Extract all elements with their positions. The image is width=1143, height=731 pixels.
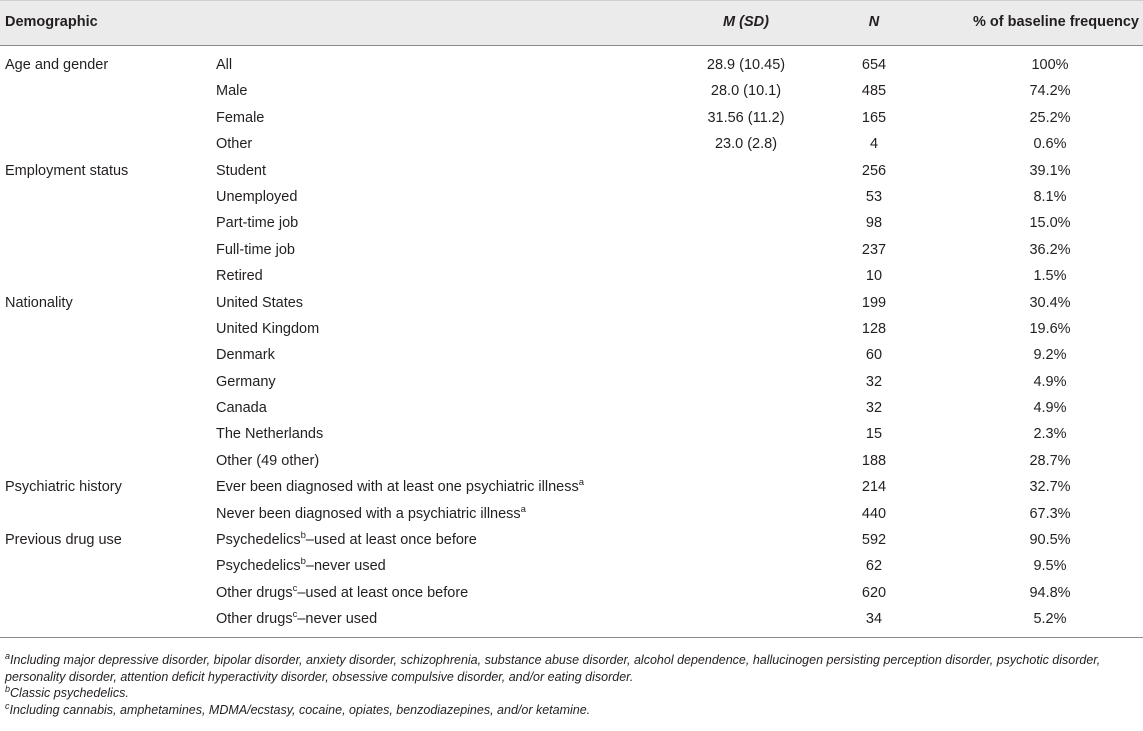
row-n: 62 <box>865 558 883 575</box>
footnote-marker: b <box>300 530 306 542</box>
row-item-text: Other <box>216 136 253 153</box>
row-percent: 0.6% <box>1033 136 1067 153</box>
row-percent: 39.1% <box>1029 162 1071 179</box>
row-item-suffix: –never used <box>305 558 386 575</box>
row-item-text: Denmark <box>216 347 275 364</box>
row-percent: 8.1% <box>1033 188 1067 205</box>
row-item-label <box>216 532 477 548</box>
table-body <box>0 54 1143 635</box>
table-bottom-rule <box>0 637 1143 638</box>
row-mean-sd: 28.0 (10.1) <box>710 83 782 100</box>
row-percent: 1.5% <box>1033 268 1067 285</box>
table-row <box>0 212 1143 238</box>
row-percent: 28.7% <box>1029 452 1071 469</box>
table-row <box>0 318 1143 344</box>
footnote-mark: b <box>5 683 11 694</box>
row-item-text: Female <box>216 109 265 126</box>
row-percent: 9.2% <box>1033 347 1067 364</box>
row-item-label <box>216 426 323 442</box>
row-n: 128 <box>861 320 887 337</box>
row-n: 53 <box>865 188 883 205</box>
row-n: 10 <box>865 268 883 285</box>
row-percent: 36.2% <box>1029 241 1071 258</box>
table-row <box>0 423 1143 449</box>
footnote-marker: a <box>578 477 585 489</box>
footnote-mark: a <box>5 650 11 661</box>
row-item-label <box>216 321 319 337</box>
row-item-text: Male <box>216 83 248 100</box>
header-mean-sd <box>696 14 796 30</box>
row-group-label: Nationality <box>5 294 73 311</box>
table-row <box>0 344 1143 370</box>
row-item-text: Other drugs <box>216 611 293 628</box>
row-n: 15 <box>865 426 883 443</box>
row-group-label: Previous drug use <box>5 532 122 549</box>
table-row <box>0 133 1143 159</box>
row-group-label: Psychiatric history <box>5 479 122 496</box>
row-item-text: Part-time job <box>216 215 299 232</box>
row-item-text: Other (49 other) <box>216 452 320 469</box>
row-item-label <box>216 268 263 284</box>
row-percent: 15.0% <box>1029 215 1071 232</box>
header-mean: M <box>723 14 736 30</box>
row-n: 32 <box>865 400 883 417</box>
row-percent: 67.3% <box>1029 505 1071 522</box>
row-mean-sd: 31.56 (11.2) <box>707 109 785 126</box>
row-group-label: Employment status <box>5 162 129 179</box>
row-n: 32 <box>865 373 883 390</box>
header-n: N <box>868 14 880 30</box>
table-row <box>0 371 1143 397</box>
table-row <box>0 608 1143 634</box>
table-row <box>0 555 1143 581</box>
row-group-label: Age and gender <box>5 57 109 73</box>
row-item-label <box>216 374 276 390</box>
footnote-text: Including cannabis, amphetamines, MDMA/ecstasy, cocaine, opiates, benzodiazepines, and/or ketamine. <box>9 702 591 717</box>
row-percent: 5.2% <box>1033 611 1067 628</box>
footnote-marker: b <box>300 556 306 568</box>
row-n: 592 <box>861 532 887 549</box>
row-percent: 25.2% <box>1029 109 1071 126</box>
row-item-suffix: –never used <box>297 611 378 628</box>
table-row <box>0 186 1143 212</box>
footnote-marker: c <box>292 609 298 621</box>
table-row <box>0 107 1143 133</box>
row-item-label <box>216 400 267 416</box>
row-item-label <box>216 347 275 363</box>
row-item-label <box>216 295 303 311</box>
footnote-marker: a <box>520 503 526 515</box>
row-n: 4 <box>869 136 879 153</box>
row-percent: 30.4% <box>1029 294 1071 311</box>
table-row <box>0 80 1143 106</box>
row-n: 485 <box>861 83 887 100</box>
row-n: 34 <box>865 611 883 628</box>
row-item-text: The Netherlands <box>216 426 324 443</box>
row-n: 98 <box>865 215 883 232</box>
table-row <box>0 54 1143 80</box>
row-item-label <box>216 503 526 522</box>
row-item-label <box>216 453 319 469</box>
footnote-text: Including major depressive disorder, bipolar disorder, anxiety disorder, schizophrenia, substance abuse disorder, alcohol dependence, hallucinogen persisting perception disorder, psychotic disorder, personality disorder, attention deficit hyperactivity disorder, obsessive compulsive disorder, and/or eating disorder. <box>5 653 1101 684</box>
row-item-text: Other drugs <box>216 584 293 601</box>
row-item-text: Canada <box>216 400 267 417</box>
row-item-text: Psychedelics <box>216 558 301 575</box>
row-n: 214 <box>861 479 887 496</box>
row-mean-sd: 23.0 (2.8) <box>714 136 778 153</box>
row-item-text: Psychedelics <box>216 532 301 549</box>
table-footnotes <box>5 652 1139 718</box>
table-row <box>0 450 1143 476</box>
row-item-text: United Kingdom <box>216 320 320 337</box>
row-item-text: All <box>216 57 233 73</box>
footnote <box>5 685 1139 702</box>
header-demographic: Demographic <box>5 14 98 30</box>
row-item-label <box>216 136 252 152</box>
row-n: 199 <box>861 294 887 311</box>
table-row <box>0 529 1143 555</box>
table-row <box>0 503 1143 529</box>
row-n: 165 <box>861 109 887 126</box>
table-row <box>0 292 1143 318</box>
header-sd: (SD) <box>739 14 769 30</box>
row-item-label <box>216 110 264 126</box>
row-item-label <box>216 57 232 73</box>
row-percent: 2.3% <box>1033 426 1067 443</box>
row-item-label <box>216 163 266 179</box>
row-mean-sd: 28.9 (10.45) <box>706 57 786 73</box>
row-item-suffix: –used at least once before <box>305 532 477 549</box>
footnote <box>5 652 1139 685</box>
row-item-text: Unemployed <box>216 188 298 205</box>
row-item-text: Germany <box>216 373 276 390</box>
row-item-text: Never been diagnosed with a psychiatric illness <box>216 505 521 522</box>
row-n: 256 <box>861 162 887 179</box>
row-percent: 94.8% <box>1029 584 1071 601</box>
row-item-text: Ever been diagnosed with at least one psychiatric illness <box>216 479 579 496</box>
row-percent: 100% <box>1031 57 1069 73</box>
row-item-label <box>216 215 298 231</box>
row-percent: 9.5% <box>1033 558 1067 575</box>
row-item-text: Student <box>216 162 266 179</box>
table-header <box>0 0 1143 46</box>
row-percent: 4.9% <box>1033 373 1067 390</box>
row-percent: 32.7% <box>1029 479 1071 496</box>
row-item-label <box>216 242 295 258</box>
row-n: 188 <box>861 452 887 469</box>
row-percent: 4.9% <box>1033 400 1067 417</box>
footnote-text: Classic psychedelics. <box>10 686 129 700</box>
row-item-text: Retired <box>216 268 263 285</box>
table-row <box>0 265 1143 291</box>
row-item-label <box>216 189 297 205</box>
table-row <box>0 582 1143 608</box>
table-row <box>0 397 1143 423</box>
row-item-text: Full-time job <box>216 241 295 258</box>
row-n: 60 <box>865 347 883 364</box>
footnote-marker: c <box>292 582 298 594</box>
header-percent-baseline: % of baseline frequency <box>973 14 1139 30</box>
row-percent: 90.5% <box>1029 532 1071 549</box>
row-n: 654 <box>861 57 887 73</box>
row-item-suffix: –used at least once before <box>297 584 469 601</box>
row-n: 440 <box>861 505 887 522</box>
table-row <box>0 239 1143 265</box>
table-row <box>0 476 1143 502</box>
row-item-label <box>216 582 469 601</box>
row-percent: 74.2% <box>1029 83 1071 100</box>
row-n: 620 <box>861 584 887 601</box>
row-item-label <box>216 83 247 99</box>
footnote-mark: c <box>5 700 10 711</box>
footnote <box>5 702 1139 719</box>
row-percent: 19.6% <box>1029 320 1071 337</box>
row-item-label <box>216 479 584 495</box>
row-item-label <box>216 611 377 627</box>
table-row <box>0 160 1143 186</box>
row-item-text: United States <box>216 294 304 311</box>
row-item-label <box>216 558 386 574</box>
row-n: 237 <box>861 241 887 258</box>
